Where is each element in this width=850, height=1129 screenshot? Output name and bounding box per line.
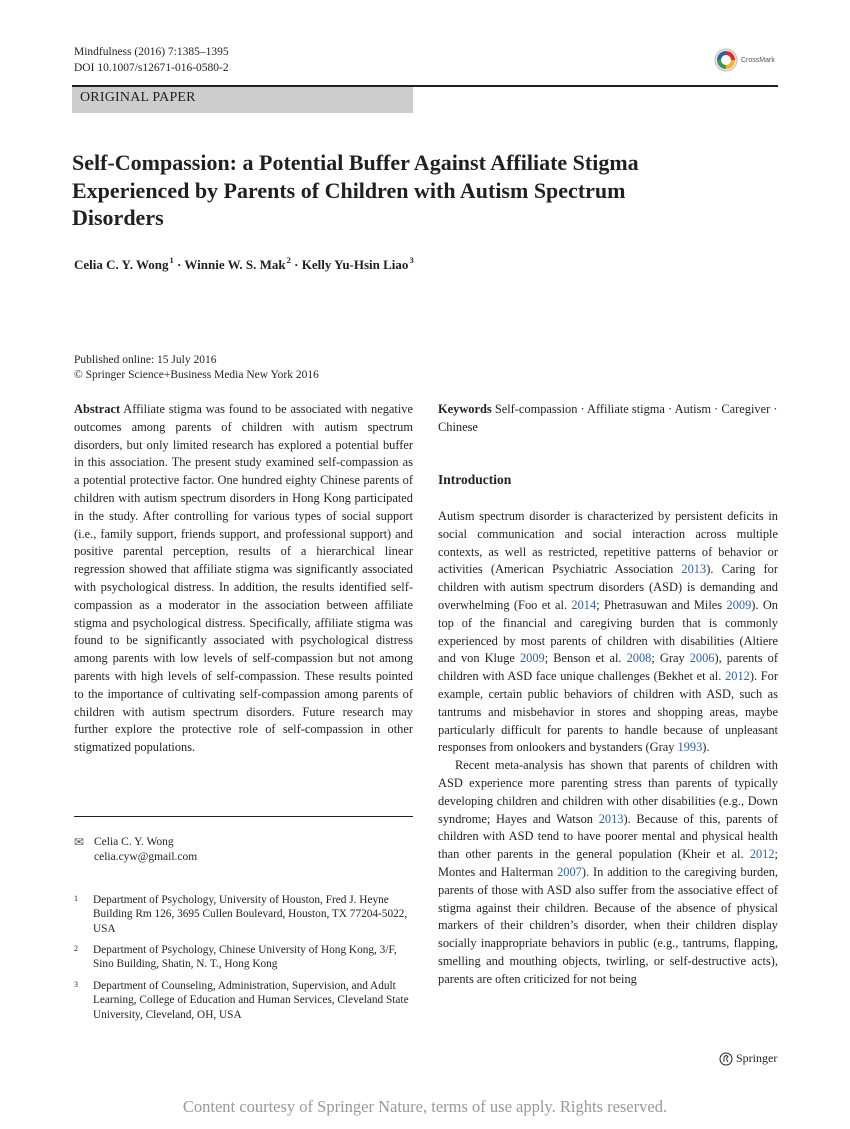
introduction-body [438, 508, 778, 989]
paragraph-text: ), parents of children with ASD face unique challenges (Bekhet et al. [438, 651, 778, 684]
crossmark-icon [714, 48, 738, 72]
citation-link[interactable]: 2009 [726, 597, 752, 612]
title-line: Self-Compassion: a Potential Buffer Against Affiliate Stigma [72, 150, 639, 175]
keywords-section [438, 401, 778, 437]
affiliation-marker: 2 [286, 255, 291, 265]
citation-link[interactable]: 2013 [681, 562, 707, 577]
paper-title [72, 149, 752, 232]
paragraph-text: ; Phetrasuwan and Miles [596, 597, 727, 612]
doi[interactable]: DOI 10.1007/s12671-016-0580-2 [74, 62, 229, 74]
abstract-section [74, 401, 413, 757]
citation-link[interactable]: 2012 [725, 669, 750, 684]
springer-horse-icon [719, 1052, 733, 1066]
keywords-label: Keywords [438, 402, 492, 416]
affiliation-number: 1 [74, 894, 78, 903]
keywords-text: Self-compassion · Affiliate stigma · Autism · Caregiver · Chinese [438, 402, 778, 434]
paragraph-text: ; Benson et al. [544, 651, 627, 666]
paragraph-text: ). On top of the financial and caregiving burden that is commonly experienced by most parents of children with disabilities (Altiere and von Kluge [438, 597, 779, 666]
author-list [74, 255, 414, 273]
envelope-icon: ✉ [74, 835, 85, 849]
publication-info [74, 353, 319, 383]
corresponding-author [74, 835, 197, 865]
author-name[interactable]: Celia C. Y. Wong [74, 257, 169, 272]
citation-link[interactable]: 2012 [749, 847, 775, 862]
keywords-paragraph [438, 401, 778, 437]
author-separator: · [173, 257, 185, 272]
citation-link[interactable]: 2007 [557, 864, 582, 879]
citation-link[interactable]: 2009 [519, 651, 545, 666]
journal-citation [74, 44, 229, 76]
publisher-mark [719, 1051, 777, 1066]
abstract-text: Affiliate stigma was found to be associated with negative outcomes among parents of children with autism spectrum disorders, but only limited research has explored a potential buffer in this association. The present study examined self-compassion as a potential protective factor. One hundred eighty Chinese parents of children with autism spectrum disorders in Hong Kong participated in the study. After controlling for various types of social support (i.e., family support, friends support, and professional support) and positive parental perception, results of a hierarchical linear regression showed that affiliate stigma was significantly associated with psychological distress. In addition, the results identified self-compassion as a moderator in the association between affiliate stigma and psychological distress. Specifically, affiliate stigma was found to be significantly associated with psychological distress among parents with low levels of self-compassion but not among parents with high levels of self-compassion. These results pointed to the importance of cultivating self-compassion among parents of children with autism spectrum disorders. Future research may further explore the protective role of self-compassion in other stigmatized populations. [74, 402, 413, 755]
paragraph-text: ). For example, certain public behaviors of children with ASD, such as tantrums and misbehavior in stores and shopping areas, maybe particularly difficult for parents to handle because of unpleasant responses from onlookers and bystanders (Gray [438, 669, 778, 755]
publisher-name: Springer [736, 1051, 778, 1065]
author-separator: · [290, 257, 302, 272]
affiliation-number: 3 [74, 980, 78, 989]
paragraph-text: ). Because of this, parents of children with ASD tend to have poorer mental and physical health than other parents in the general population (Kheir et al. [438, 811, 779, 862]
paragraph-text: Recent meta-analysis has shown that parents of children with ASD experience more parenting stress than parents of typically developing children and children with other disabilities (e.g., Down syndrome; Hayes and Watson [438, 758, 778, 826]
intro-paragraph-2 [438, 757, 778, 988]
crossmark-badge[interactable] [714, 48, 775, 72]
affiliation-item [74, 943, 414, 972]
affiliation-number: 2 [74, 944, 78, 953]
affiliation-text: Department of Psychology, University of Houston, Fred J. Heyne Building Rm 126, 3695 Cullen Boulevard, Houston, TX 77204-5022, USA [93, 894, 408, 935]
citation-link[interactable]: 2008 [626, 651, 652, 666]
footnote-rule [74, 816, 413, 817]
author-name[interactable]: Kelly Yu-Hsin Liao [301, 257, 409, 272]
footer-notice: Content courtesy of Springer Nature, terms of use apply. Rights reserved. [182, 1097, 668, 1116]
affiliation-text: Department of Psychology, Chinese University of Hong Kong, 3/F, Sino Building, Shatin, N. T., Hong Kong [93, 944, 397, 971]
affiliation-item [74, 979, 414, 1022]
paragraph-text: ; Gray [651, 651, 690, 666]
abstract-label: Abstract [74, 402, 121, 416]
article-type: ORIGINAL PAPER [80, 90, 196, 105]
paragraph-text: ; Montes and Halterman [438, 847, 778, 879]
introduction-heading: Introduction [438, 472, 512, 487]
abstract-paragraph [74, 401, 413, 757]
corresponding-name: Celia C. Y. Wong [94, 836, 174, 848]
intro-paragraph-1 [438, 508, 778, 757]
author-name[interactable]: Winnie W. S. Mak [184, 257, 286, 272]
title-line: Disorders [72, 205, 164, 230]
affiliation-marker: 1 [169, 255, 174, 265]
paragraph-text: ). In addition to the caregiving burden, parents of those with ASD also suffer from the associative effect of stigma against their children. Because of the absence of physical markers of their children’s disorder, when their children display socially inappropriate behaviors in public (e.g., tantrums, flapping, smelling and mouthing objects, twirling, or self-destructive acts), parents are often criticized for not being [438, 864, 779, 986]
copyright-notice: © Springer Science+Business Media New York 2016 [74, 369, 319, 381]
paragraph-text: Autism spectrum disorder is characterized by persistent deficits in social communication and social interaction across multiple contexts, as well as restricted, repetitive patterns of behavior or activities (American Psychiatric Association [438, 509, 778, 577]
journal-volume: Mindfulness (2016) 7:1385–1395 [74, 46, 229, 58]
paragraph-text: ). [702, 740, 710, 755]
crossmark-label: CrossMark [741, 56, 775, 64]
citation-link[interactable]: 2006 [689, 651, 715, 666]
citation-link[interactable]: 1993 [677, 740, 703, 755]
affiliation-marker: 3 [409, 255, 414, 265]
citation-link[interactable]: 2014 [571, 597, 597, 612]
paragraph-text: ). Caring for children with autism spectrum disorders (ASD) is demanding and overwhelming (Foo et al. [438, 562, 778, 612]
title-line: Experienced by Parents of Children with Autism Spectrum [72, 177, 626, 203]
affiliation-text: Department of Counseling, Administration, Supervision, and Adult Learning, College of Education and Human Services, Cleveland State University, Cleveland, OH, USA [93, 980, 409, 1021]
published-date: Published online: 15 July 2016 [74, 354, 217, 366]
citation-link[interactable]: 2013 [598, 811, 624, 826]
corresponding-email[interactable]: celia.cyw@gmail.com [94, 851, 198, 863]
affiliation-item [74, 893, 414, 936]
